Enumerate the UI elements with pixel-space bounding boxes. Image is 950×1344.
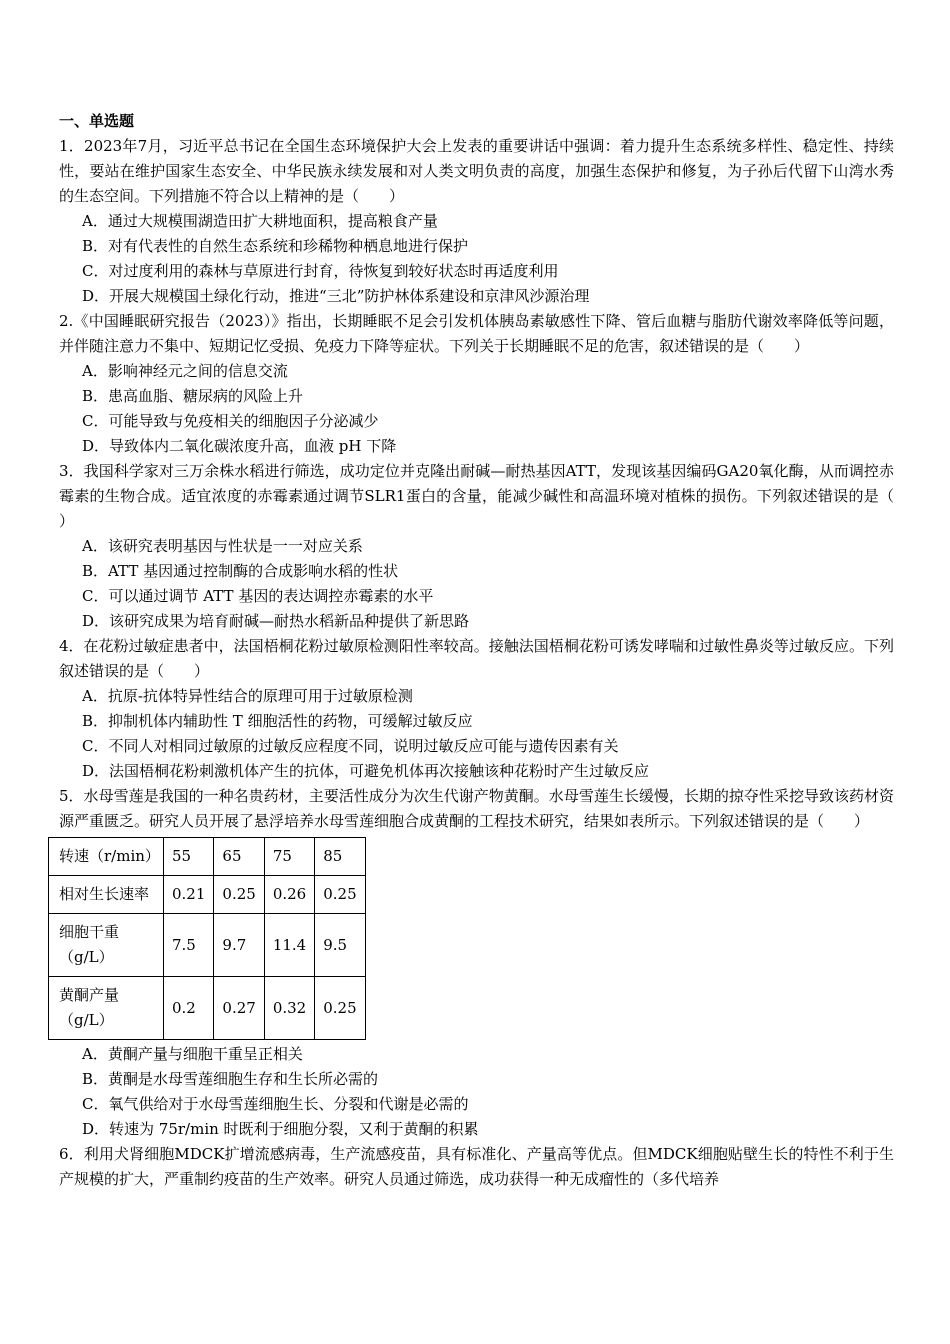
table-cell: 0.32 [264, 977, 314, 1040]
question-stem: 5．水母雪莲是我国的一种名贵药材，主要活性成分为次生代谢产物黄酮。水母雪莲生长缓慢，长期的掠夺性采挖导致该药材资源严重匮乏。研究人员开展了悬浮培养水母雪莲细胞合成黄酮的工程技术研究，结果如表所示。下列叙述错误的是（ ） [59, 787, 894, 830]
question-6 [59, 1142, 894, 1192]
option-d: D．该研究成果为培育耐碱—耐热水稻新品种提供了新思路 [82, 612, 470, 630]
table-cell: 0.26 [264, 876, 314, 914]
question-5 [59, 784, 894, 1142]
table-cell: 9.7 [214, 914, 264, 977]
option-d: D．法国梧桐花粉刺激机体产生的抗体，可避免机体再次接触该种花粉时产生过敏反应 [82, 762, 650, 780]
option-d: D．开展大规模国土绿化行动，推进“三北”防护林体系建设和京津风沙源治理 [82, 287, 590, 305]
option-c: C．对过度利用的森林与草原进行封育，待恢复到较好状态时再适度利用 [82, 262, 559, 280]
table-row [49, 914, 366, 977]
question-stem: 2.《中国睡眠研究报告（2023）》指出，长期睡眠不足会引发机体胰岛素敏感性下降、管后血糖与脂肪代谢效率降低等问题，并伴随注意力不集中、短期记忆受损、免疫力下降等症状。下列关于长期睡眠不足的危害，叙述错误的是（ ） [59, 312, 894, 355]
table-cell: 55 [164, 838, 214, 876]
results-table [48, 837, 366, 1040]
row-label: 转速（r/min） [49, 838, 164, 876]
row-label: 黄酮产量（g/L） [49, 977, 164, 1040]
table-cell: 7.5 [164, 914, 214, 977]
question-stem: 4．在花粉过敏症患者中，法国梧桐花粉过敏原检测阳性率较高。接触法国梧桐花粉可诱发哮喘和过敏性鼻炎等过敏反应。下列叙述错误的是（ ） [59, 637, 894, 680]
table-row [49, 977, 366, 1040]
option-b: B．黄酮是水母雪莲细胞生存和生长所必需的 [82, 1070, 379, 1088]
option-c: C．可以通过调节 ATT 基因的表达调控赤霉素的水平 [82, 587, 434, 605]
table-cell: 65 [214, 838, 264, 876]
option-b: B．患高血脂、糖尿病的风险上升 [82, 387, 304, 405]
question-2 [59, 309, 894, 459]
table-cell: 0.21 [164, 876, 214, 914]
option-a: A．通过大规模围湖造田扩大耕地面积，提高粮食产量 [82, 212, 438, 230]
option-c: C．氧气供给对于水母雪莲细胞生长、分裂和代谢是必需的 [82, 1095, 469, 1113]
question-stem: 1．2023年7月，习近平总书记在全国生态环境保护大会上发表的重要讲话中强调：着力提升生态系统多样性、稳定性、持续性，要站在维护国家生态安全、中华民族永续发展和对人类文明负责的高度，加强生态保护和修复，为子孙后代留下山湾水秀的生态空间。下列措施不符合以上精神的是（ ） [59, 137, 894, 205]
option-a: A．抗原-抗体特异性结合的原理可用于过敏原检测 [82, 687, 413, 705]
option-c: C．可能导致与免疫相关的细胞因子分泌减少 [82, 412, 379, 430]
question-1 [59, 134, 894, 309]
question-4 [59, 634, 894, 784]
table-cell: 11.4 [264, 914, 314, 977]
row-label: 相对生长速率 [49, 876, 164, 914]
question-paper [59, 109, 925, 1192]
table-row [49, 876, 366, 914]
option-a: A．影响神经元之间的信息交流 [82, 362, 288, 380]
option-b: B．抑制机体内辅助性 T 细胞活性的药物，可缓解过敏反应 [82, 712, 473, 730]
table-cell: 0.2 [164, 977, 214, 1040]
question-stem: 6．利用犬肾细胞MDCK扩增流感病毒，生产流感疫苗，具有标准化、产量高等优点。但MDCK细胞贴壁生长的特性不利于生产规模的扩大，严重制约疫苗的生产效率。研究人员通过筛选，成功获得一种无成瘤性的（多代培养 [59, 1145, 894, 1188]
question-stem: 3．我国科学家对三万余株水稻进行筛选，成功定位并克隆出耐碱—耐热基因ATT，发现该基因编码GA20氧化酶，从而调控赤霉素的生物合成。适宜浓度的赤霉素通过调节SLR1蛋白的含量，能减少碱性和高温环境对植株的损伤。下列叙述错误的是（ ） [59, 462, 925, 530]
table-cell: 0.25 [315, 977, 365, 1040]
table-cell: 9.5 [315, 914, 365, 977]
question-3 [59, 459, 925, 634]
table-cell: 0.27 [214, 977, 264, 1040]
table-cell: 75 [264, 838, 314, 876]
option-d: D．转速为 75r/min 时既利于细胞分裂，又利于黄酮的积累 [82, 1120, 479, 1138]
row-label: 细胞干重（g/L） [49, 914, 164, 977]
table-cell: 0.25 [214, 876, 264, 914]
option-d: D．导致体内二氧化碳浓度升高，血液 pH 下降 [82, 437, 397, 455]
table-cell: 85 [315, 838, 365, 876]
option-b: B．对有代表性的自然生态系统和珍稀物种栖息地进行保护 [82, 237, 469, 255]
table-row [49, 838, 366, 876]
option-a: A．黄酮产量与细胞干重呈正相关 [82, 1045, 303, 1063]
section-title: 一、单选题 [59, 112, 135, 130]
table-cell: 0.25 [315, 876, 365, 914]
option-b: B．ATT 基因通过控制酶的合成影响水稻的性状 [82, 562, 399, 580]
option-c: C．不同人对相同过敏原的过敏反应程度不同，说明过敏反应可能与遗传因素有关 [82, 737, 619, 755]
option-a: A．该研究表明基因与性状是一一对应关系 [82, 537, 363, 555]
